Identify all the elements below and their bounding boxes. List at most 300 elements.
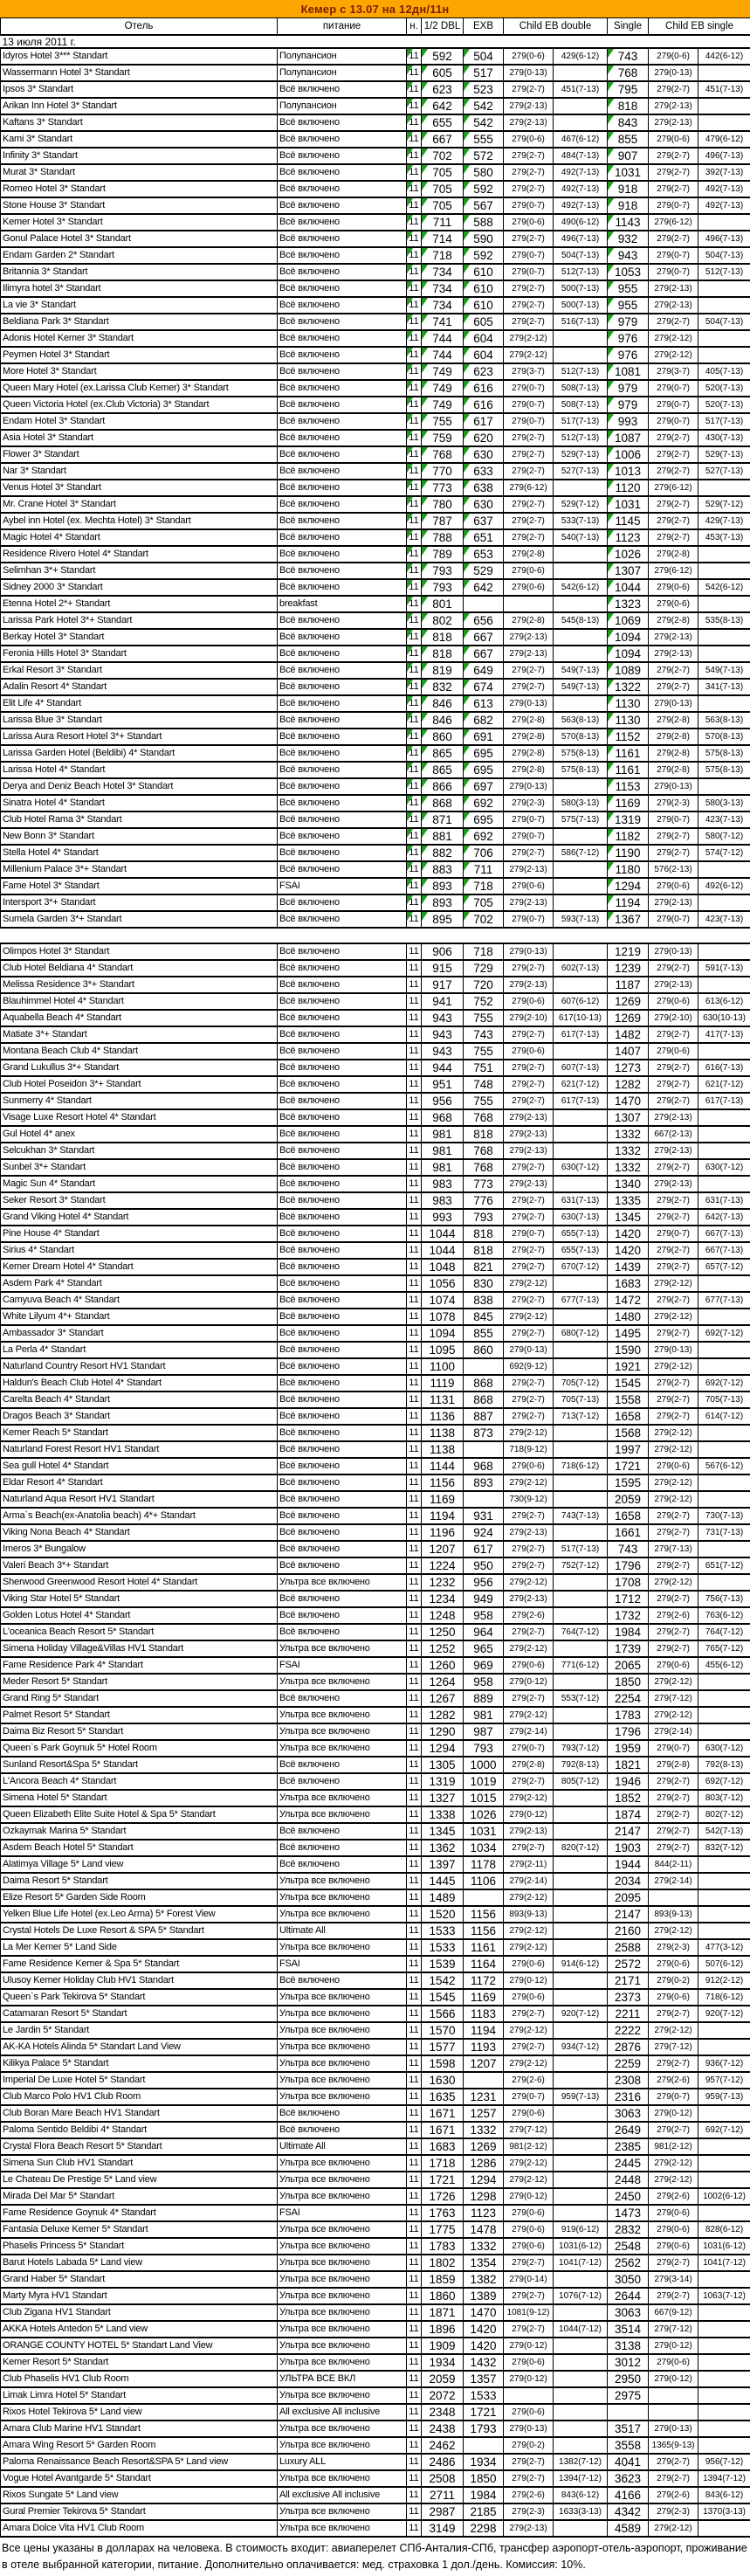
cell-hotel: Adalin Resort 4* Standart bbox=[1, 679, 278, 695]
cell-exb: 873 bbox=[464, 1425, 504, 1441]
cell-child-eb-single-2 bbox=[698, 778, 750, 795]
cell-single: 4342 bbox=[608, 2503, 649, 2520]
cell-exb: 1432 bbox=[464, 2354, 504, 2371]
table-row bbox=[1, 1972, 750, 1989]
cell-exb: 630 bbox=[464, 446, 504, 463]
cell-single: 1294 bbox=[608, 878, 649, 894]
cell-child-eb-double-1: 279(2-7) bbox=[504, 1541, 554, 1557]
cell-child-eb-single-1: 279(2-7) bbox=[649, 845, 698, 861]
cell-child-eb-double-2 bbox=[554, 2122, 608, 2138]
table-row bbox=[1, 2421, 750, 2437]
cell-exb: 1420 bbox=[464, 2338, 504, 2354]
cell-child-eb-single-1: 279(0-7) bbox=[649, 811, 698, 828]
table-row bbox=[1, 861, 750, 878]
table-row bbox=[1, 1309, 750, 1325]
cell-dbl: 1598 bbox=[422, 2055, 464, 2072]
cell-child-eb-single-2: 832(7-12) bbox=[698, 1840, 750, 1856]
cell-child-eb-single-1: 279(2-8) bbox=[649, 745, 698, 762]
cell-child-eb-double-1: 279(0-7) bbox=[504, 197, 554, 214]
cell-child-eb-single-1: 279(7-12) bbox=[649, 1690, 698, 1707]
cell-meal: Всё включено bbox=[278, 795, 407, 811]
cell-nights: 11 bbox=[407, 2437, 422, 2454]
cell-dbl: 755 bbox=[422, 413, 464, 430]
cell-single: 1495 bbox=[608, 1325, 649, 1342]
cell-hotel: Rixos Sungate 5* Land view bbox=[1, 2487, 278, 2503]
cell-nights: 11 bbox=[407, 1375, 422, 1392]
cell-dbl: 1248 bbox=[422, 1607, 464, 1624]
cell-child-eb-double-2: 607(7-13) bbox=[554, 1060, 608, 1076]
table-row bbox=[1, 2138, 750, 2155]
cell-child-eb-single-2 bbox=[698, 1275, 750, 1292]
table-row bbox=[1, 1557, 750, 1574]
cell-child-eb-double-2 bbox=[554, 1906, 608, 1923]
cell-dbl: 993 bbox=[422, 1209, 464, 1226]
cell-single: 1852 bbox=[608, 1790, 649, 1806]
table-row bbox=[1, 1226, 750, 1242]
cell-meal: Ультра все включено bbox=[278, 2188, 407, 2205]
cell-child-eb-single-1: 279(2-12) bbox=[649, 2172, 698, 2188]
cell-child-eb-double-1: 718(9-12) bbox=[504, 1441, 554, 1458]
cell-child-eb-single-1: 279(2-12) bbox=[649, 347, 698, 363]
cell-child-eb-double-1: 279(0-6) bbox=[504, 2221, 554, 2238]
cell-hotel: Crystal Hotels De Luxe Resort & SPA 5* Standart bbox=[1, 1923, 278, 1939]
cell-meal: Ультра все включено bbox=[278, 2520, 407, 2537]
cell-child-eb-double-2 bbox=[554, 828, 608, 845]
cell-child-eb-single-2 bbox=[698, 1690, 750, 1707]
cell-exb bbox=[464, 1441, 504, 1458]
cell-exb: 1286 bbox=[464, 2155, 504, 2172]
table-row bbox=[1, 397, 750, 413]
cell-nights: 11 bbox=[407, 1209, 422, 1226]
cell-nights: 11 bbox=[407, 1458, 422, 1474]
cell-hotel: Amara Dolce Vita HV1 Club Room bbox=[1, 2520, 278, 2537]
cell-child-eb-single-1: 279(0-6) bbox=[649, 2354, 698, 2371]
cell-child-eb-single-1: 279(0-7) bbox=[649, 1226, 698, 1242]
cell-hotel: Elit Life 4* Standart bbox=[1, 695, 278, 712]
cell-dbl: 1683 bbox=[422, 2138, 464, 2155]
cell-hotel: Le Jardin 5* Standart bbox=[1, 2022, 278, 2039]
table-row bbox=[1, 662, 750, 679]
cell-dbl: 734 bbox=[422, 297, 464, 314]
cell-child-eb-single-2: 631(7-13) bbox=[698, 1192, 750, 1209]
cell-single: 1319 bbox=[608, 811, 649, 828]
cell-child-eb-double-1: 279(2-7) bbox=[504, 662, 554, 679]
cell-child-eb-double-2: 1076(7-12) bbox=[554, 2288, 608, 2304]
cell-dbl: 793 bbox=[422, 579, 464, 596]
cell-single: 1470 bbox=[608, 1093, 649, 1109]
table-row bbox=[1, 214, 750, 231]
cell-child-eb-double-1: 279(2-13) bbox=[504, 1126, 554, 1143]
cell-meal: Ультра все включено bbox=[278, 2503, 407, 2520]
cell-hotel: Ambassador 3* Standart bbox=[1, 1325, 278, 1342]
cell-child-eb-single-1: 279(0-6) bbox=[649, 1956, 698, 1972]
table-row bbox=[1, 1956, 750, 1972]
cell-exb: 1161 bbox=[464, 1939, 504, 1956]
cell-nights: 11 bbox=[407, 1026, 422, 1043]
cell-hotel: Sunmerry 4* Standart bbox=[1, 1093, 278, 1109]
cell-child-eb-single-1: 279(2-7) bbox=[649, 1292, 698, 1309]
cell-child-eb-double-1: 279(0-6) bbox=[504, 1956, 554, 1972]
cell-child-eb-double-1: 279(2-8) bbox=[504, 745, 554, 762]
cell-hotel: Viking Star Hotel 5* Standart bbox=[1, 1591, 278, 1607]
cell-dbl: 770 bbox=[422, 463, 464, 480]
cell-child-eb-double-1 bbox=[504, 2387, 554, 2404]
cell-child-eb-single-1: 279(0-6) bbox=[649, 1043, 698, 1060]
table-row bbox=[1, 1358, 750, 1375]
cell-hotel: Kemer Reach 5* Standart bbox=[1, 1425, 278, 1441]
cell-nights: 11 bbox=[407, 695, 422, 712]
cell-child-eb-double-1: 279(2-7) bbox=[504, 2255, 554, 2271]
cell-hotel: Kami 3* Standart bbox=[1, 131, 278, 148]
cell-meal: Всё включено bbox=[278, 1325, 407, 1342]
cell-child-eb-single-1: 279(6-12) bbox=[649, 563, 698, 579]
table-row bbox=[1, 380, 750, 397]
cell-child-eb-single-2: 803(7-12) bbox=[698, 1790, 750, 1806]
cell-meal: Всё включено bbox=[278, 1607, 407, 1624]
col-hotel: Отель bbox=[1, 18, 278, 36]
cell-single: 1069 bbox=[608, 612, 649, 629]
cell-single: 1269 bbox=[608, 993, 649, 1010]
cell-child-eb-single-2: 520(7-13) bbox=[698, 397, 750, 413]
cell-dbl: 983 bbox=[422, 1192, 464, 1209]
cell-single: 1087 bbox=[608, 430, 649, 446]
cell-exb: 793 bbox=[464, 1740, 504, 1757]
cell-child-eb-single-2: 496(7-13) bbox=[698, 231, 750, 247]
cell-dbl: 893 bbox=[422, 878, 464, 894]
cell-dbl: 1489 bbox=[422, 1889, 464, 1906]
cell-exb: 755 bbox=[464, 1093, 504, 1109]
cell-hotel: Club Hotel Rama 3* Standart bbox=[1, 811, 278, 828]
cell-child-eb-single-2: 496(7-13) bbox=[698, 148, 750, 164]
cell-child-eb-single-2: 843(6-12) bbox=[698, 2487, 750, 2503]
cell-hotel: Sunbel 3*+ Standart bbox=[1, 1159, 278, 1176]
cell-meal: Всё включено bbox=[278, 679, 407, 695]
cell-hotel: Sumela Garden 3*+ Standart bbox=[1, 911, 278, 928]
cell-hotel: Nar 3* Standart bbox=[1, 463, 278, 480]
cell-hotel: Grand Lukullus 3*+ Standart bbox=[1, 1060, 278, 1076]
cell-dbl: 1566 bbox=[422, 2006, 464, 2022]
cell-child-eb-double-2 bbox=[554, 546, 608, 563]
cell-child-eb-single-2: 423(7-13) bbox=[698, 911, 750, 928]
cell-child-eb-double-1: 279(2-7) bbox=[504, 1375, 554, 1392]
cell-child-eb-single-1: 279(2-3) bbox=[649, 1939, 698, 1956]
cell-child-eb-single-1: 279(0-13) bbox=[649, 1342, 698, 1358]
cell-meal: FSAI bbox=[278, 1956, 407, 1972]
cell-child-eb-double-2 bbox=[554, 2387, 608, 2404]
cell-single: 2572 bbox=[608, 1956, 649, 1972]
cell-child-eb-single-2: 504(7-13) bbox=[698, 314, 750, 330]
cell-nights: 11 bbox=[407, 330, 422, 347]
cell-single: 2649 bbox=[608, 2122, 649, 2138]
cell-child-eb-single-2 bbox=[698, 646, 750, 662]
cell-dbl: 1224 bbox=[422, 1557, 464, 1574]
cell-child-eb-single-2: 563(8-13) bbox=[698, 712, 750, 729]
cell-single: 2562 bbox=[608, 2255, 649, 2271]
cell-child-eb-single-2 bbox=[698, 1674, 750, 1690]
cell-child-eb-double-1: 279(2-7) bbox=[504, 529, 554, 546]
table-row bbox=[1, 1441, 750, 1458]
cell-child-eb-single-2 bbox=[698, 629, 750, 646]
table-row bbox=[1, 1840, 750, 1856]
cell-exb: 1000 bbox=[464, 1757, 504, 1773]
cell-child-eb-single-2: 764(7-12) bbox=[698, 1624, 750, 1640]
cell-child-eb-single-2: 692(7-12) bbox=[698, 1325, 750, 1342]
cell-child-eb-double-2 bbox=[554, 1972, 608, 1989]
cell-nights: 11 bbox=[407, 2470, 422, 2487]
cell-meal: Всё включено bbox=[278, 363, 407, 380]
cell-dbl: 667 bbox=[422, 131, 464, 148]
cell-child-eb-single-2 bbox=[698, 280, 750, 297]
cell-child-eb-double-1: 279(2-7) bbox=[504, 1408, 554, 1425]
cell-hotel: ORANGE COUNTY HOTEL 5* Standart Land View bbox=[1, 2338, 278, 2354]
cell-child-eb-single-2: 657(7-12) bbox=[698, 1259, 750, 1275]
cell-child-eb-double-2 bbox=[554, 1607, 608, 1624]
cell-child-eb-double-2: 540(7-13) bbox=[554, 529, 608, 546]
cell-child-eb-single-1: 279(0-7) bbox=[649, 413, 698, 430]
cell-single: 2160 bbox=[608, 1923, 649, 1939]
cell-child-eb-double-1: 279(2-7) bbox=[504, 1093, 554, 1109]
cell-child-eb-single-1: 279(2-6) bbox=[649, 2188, 698, 2205]
cell-meal: Всё включено bbox=[278, 1375, 407, 1392]
cell-child-eb-double-1: 279(2-7) bbox=[504, 280, 554, 297]
cell-dbl: 881 bbox=[422, 828, 464, 845]
cell-nights: 11 bbox=[407, 1425, 422, 1441]
cell-hotel: Pine House 4* Standart bbox=[1, 1226, 278, 1242]
cell-dbl: 759 bbox=[422, 430, 464, 446]
cell-child-eb-single-2: 517(7-13) bbox=[698, 413, 750, 430]
cell-child-eb-double-1: 279(2-13) bbox=[504, 646, 554, 662]
cell-single: 1340 bbox=[608, 1176, 649, 1192]
cell-nights: 11 bbox=[407, 2503, 422, 2520]
cell-child-eb-single-2 bbox=[698, 1126, 750, 1143]
cell-exb: 838 bbox=[464, 1292, 504, 1309]
cell-child-eb-single-1: 279(0-13) bbox=[649, 695, 698, 712]
cell-exb: 987 bbox=[464, 1723, 504, 1740]
cell-child-eb-single-1: 279(2-7) bbox=[649, 1076, 698, 1093]
table-row bbox=[1, 1392, 750, 1408]
cell-single: 1545 bbox=[608, 1375, 649, 1392]
cell-child-eb-double-2: 617(10-13) bbox=[554, 1010, 608, 1026]
cell-child-eb-single-2 bbox=[698, 943, 750, 960]
cell-child-eb-double-1: 279(2-7) bbox=[504, 2321, 554, 2338]
cell-hotel: Kilikya Palace 5* Standart bbox=[1, 2055, 278, 2072]
cell-single: 768 bbox=[608, 65, 649, 81]
cell-hotel: Elize Resort 5* Garden Side Room bbox=[1, 1889, 278, 1906]
cell-exb: 604 bbox=[464, 347, 504, 363]
cell-exb: 697 bbox=[464, 778, 504, 795]
cell-hotel: Larissa Aura Resort Hotel 3*+ Standart bbox=[1, 729, 278, 745]
cell-single: 4166 bbox=[608, 2487, 649, 2503]
table-row bbox=[1, 2172, 750, 2188]
cell-dbl: 623 bbox=[422, 81, 464, 98]
cell-meal: breakfast bbox=[278, 596, 407, 612]
cell-child-eb-double-2: 512(7-13) bbox=[554, 430, 608, 446]
cell-child-eb-double-1: 1081(9-12) bbox=[504, 2304, 554, 2321]
table-row bbox=[1, 1010, 750, 1026]
cell-single: 3514 bbox=[608, 2321, 649, 2338]
cell-exb: 592 bbox=[464, 181, 504, 197]
cell-nights: 11 bbox=[407, 2238, 422, 2255]
cell-child-eb-single-1: 279(2-7) bbox=[649, 1840, 698, 1856]
cell-child-eb-single-1: 1365(9-13) bbox=[649, 2437, 698, 2454]
cell-single: 1658 bbox=[608, 1408, 649, 1425]
table-row bbox=[1, 2271, 750, 2288]
cell-single: 2065 bbox=[608, 1657, 649, 1674]
cell-dbl: 865 bbox=[422, 745, 464, 762]
cell-meal: Всё включено bbox=[278, 662, 407, 679]
cell-child-eb-single-2 bbox=[698, 2039, 750, 2055]
cell-meal: Полупансион bbox=[278, 65, 407, 81]
cell-child-eb-double-2 bbox=[554, 330, 608, 347]
table-row bbox=[1, 960, 750, 977]
cell-exb: 630 bbox=[464, 496, 504, 513]
cell-child-eb-double-2 bbox=[554, 2437, 608, 2454]
table-row bbox=[1, 2155, 750, 2172]
cell-child-eb-double-2 bbox=[554, 2205, 608, 2221]
cell-single: 1335 bbox=[608, 1192, 649, 1209]
cell-dbl: 749 bbox=[422, 397, 464, 413]
cell-child-eb-double-1: 279(2-12) bbox=[504, 1425, 554, 1441]
cell-exb: 1231 bbox=[464, 2089, 504, 2105]
table-row bbox=[1, 712, 750, 729]
cell-meal: Всё включено bbox=[278, 347, 407, 363]
cell-child-eb-double-2 bbox=[554, 2055, 608, 2072]
cell-child-eb-single-1: 279(2-7) bbox=[649, 2288, 698, 2304]
cell-exb: 956 bbox=[464, 1574, 504, 1591]
cell-hotel: Wassermann Hotel 3* Standart bbox=[1, 65, 278, 81]
cell-meal: Всё включено bbox=[278, 861, 407, 878]
cell-dbl: 915 bbox=[422, 960, 464, 977]
cell-child-eb-double-1: 279(2-3) bbox=[504, 2503, 554, 2520]
table-row bbox=[1, 1242, 750, 1259]
cell-exb: 653 bbox=[464, 546, 504, 563]
cell-child-eb-single-1: 279(2-7) bbox=[649, 1093, 698, 1109]
cell-exb: 691 bbox=[464, 729, 504, 745]
cell-single: 1081 bbox=[608, 363, 649, 380]
cell-child-eb-double-2: 655(7-13) bbox=[554, 1226, 608, 1242]
cell-hotel: Venus Hotel 3* Standart bbox=[1, 480, 278, 496]
cell-meal: Ультра все включено bbox=[278, 2271, 407, 2288]
table-row bbox=[1, 1491, 750, 1508]
cell-dbl: 1169 bbox=[422, 1491, 464, 1508]
cell-child-eb-double-1: 279(7-12) bbox=[504, 2122, 554, 2138]
cell-nights: 11 bbox=[407, 1690, 422, 1707]
cell-child-eb-double-1: 279(0-2) bbox=[504, 2437, 554, 2454]
cell-exb: 1850 bbox=[464, 2470, 504, 2487]
cell-exb: 604 bbox=[464, 330, 504, 347]
cell-single: 2950 bbox=[608, 2371, 649, 2387]
cell-hotel: Golden Lotus Hotel 4* Standart bbox=[1, 1607, 278, 1624]
cell-child-eb-double-2: 575(7-13) bbox=[554, 811, 608, 828]
cell-child-eb-single-2: 567(6-12) bbox=[698, 1458, 750, 1474]
cell-meal: Всё включено bbox=[278, 247, 407, 264]
cell-child-eb-single-2: 529(7-13) bbox=[698, 446, 750, 463]
cell-child-eb-single-2 bbox=[698, 1309, 750, 1325]
cell-child-eb-single-1: 279(2-7) bbox=[649, 828, 698, 845]
cell-child-eb-single-2: 802(7-12) bbox=[698, 1806, 750, 1823]
cell-child-eb-double-2: 713(7-12) bbox=[554, 1408, 608, 1425]
cell-single: 1006 bbox=[608, 446, 649, 463]
cell-single: 1796 bbox=[608, 1723, 649, 1740]
cell-dbl: 2462 bbox=[422, 2437, 464, 2454]
cell-child-eb-double-2: 529(7-12) bbox=[554, 496, 608, 513]
cell-nights: 11 bbox=[407, 413, 422, 430]
cell-child-eb-single-1: 844(2-11) bbox=[649, 1856, 698, 1873]
cell-child-eb-double-1: 279(2-8) bbox=[504, 762, 554, 778]
cell-dbl: 943 bbox=[422, 1043, 464, 1060]
cell-meal: Ultimate All bbox=[278, 1923, 407, 1939]
cell-nights: 11 bbox=[407, 1557, 422, 1574]
cell-child-eb-single-1: 279(2-7) bbox=[649, 463, 698, 480]
cell-exb: 1015 bbox=[464, 1790, 504, 1806]
cell-single: 1473 bbox=[608, 2205, 649, 2221]
cell-dbl: 605 bbox=[422, 65, 464, 81]
cell-single: 3517 bbox=[608, 2421, 649, 2437]
cell-nights: 11 bbox=[407, 148, 422, 164]
cell-exb: 1034 bbox=[464, 1840, 504, 1856]
cell-hotel: AK-KA Hotels Alinda 5* Standart Land View bbox=[1, 2039, 278, 2055]
cell-hotel: Kemer Resort 5* Standart bbox=[1, 2354, 278, 2371]
cell-child-eb-single-1: 279(2-14) bbox=[649, 1873, 698, 1889]
cell-child-eb-double-1: 279(0-13) bbox=[504, 65, 554, 81]
cell-child-eb-single-1: 279(2-7) bbox=[649, 148, 698, 164]
cell-dbl: 956 bbox=[422, 1093, 464, 1109]
cell-single: 3063 bbox=[608, 2304, 649, 2321]
table-row bbox=[1, 1342, 750, 1358]
cell-nights: 11 bbox=[407, 1723, 422, 1740]
cell-nights: 11 bbox=[407, 1574, 422, 1591]
cell-exb: 692 bbox=[464, 795, 504, 811]
cell-child-eb-single-1: 279(2-8) bbox=[649, 546, 698, 563]
cell-single: 743 bbox=[608, 1541, 649, 1557]
table-row bbox=[1, 264, 750, 280]
cell-exb: 623 bbox=[464, 363, 504, 380]
cell-meal: Всё включено bbox=[278, 197, 407, 214]
cell-child-eb-single-2 bbox=[698, 1906, 750, 1923]
cell-child-eb-double-2: 451(7-13) bbox=[554, 81, 608, 98]
cell-exb: 711 bbox=[464, 861, 504, 878]
cell-single: 976 bbox=[608, 330, 649, 347]
cell-single: 955 bbox=[608, 280, 649, 297]
cell-single: 1089 bbox=[608, 662, 649, 679]
cell-nights: 11 bbox=[407, 214, 422, 231]
cell-hotel: Club Hotel Beldiana 4* Standart bbox=[1, 960, 278, 977]
cell-hotel: Catamaran Resort 5* Standart bbox=[1, 2006, 278, 2022]
cell-single: 1407 bbox=[608, 1043, 649, 1060]
cell-hotel: Visage Luxe Resort Hotel 4* Standart bbox=[1, 1109, 278, 1126]
cell-child-eb-single-1: 279(2-7) bbox=[649, 1325, 698, 1342]
cell-child-eb-single-2: 417(7-13) bbox=[698, 1026, 750, 1043]
cell-meal: Всё включено bbox=[278, 1972, 407, 1989]
table-row bbox=[1, 943, 750, 960]
cell-child-eb-double-2: 492(7-13) bbox=[554, 197, 608, 214]
cell-child-eb-double-2: 508(7-13) bbox=[554, 397, 608, 413]
cell-child-eb-double-2 bbox=[554, 977, 608, 993]
cell-child-eb-double-2: 1633(3-13) bbox=[554, 2503, 608, 2520]
cell-child-eb-double-1: 279(0-6) bbox=[504, 131, 554, 148]
cell-child-eb-double-1: 279(2-13) bbox=[504, 2520, 554, 2537]
table-row bbox=[1, 2371, 750, 2387]
cell-child-eb-double-2: 527(7-13) bbox=[554, 463, 608, 480]
cell-dbl: 1207 bbox=[422, 1541, 464, 1557]
cell-child-eb-single-2: 731(7-13) bbox=[698, 1524, 750, 1541]
cell-exb: 752 bbox=[464, 993, 504, 1010]
cell-hotel: Montana Beach Club 4* Standart bbox=[1, 1043, 278, 1060]
cell-dbl: 1250 bbox=[422, 1624, 464, 1640]
cell-dbl: 1305 bbox=[422, 1757, 464, 1773]
table-row bbox=[1, 1773, 750, 1790]
table-row bbox=[1, 1723, 750, 1740]
